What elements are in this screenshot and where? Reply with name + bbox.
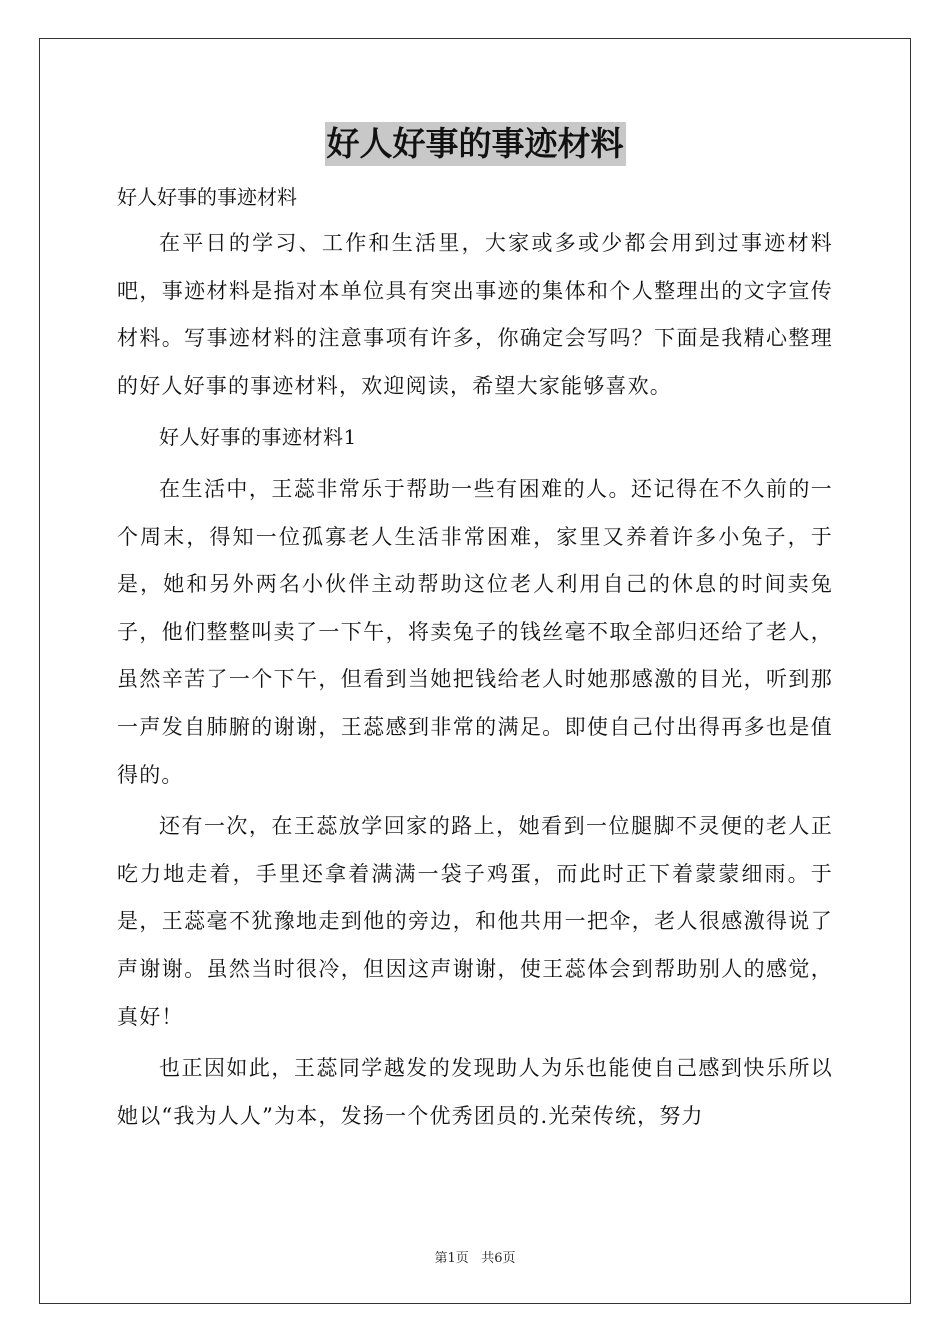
document-subtitle: 好人好事的事迹材料: [117, 185, 297, 209]
page-number: 第1页: [434, 1251, 469, 1266]
title-wrap: [117, 122, 833, 174]
document-title: 好人好事的事迹材料: [325, 122, 626, 166]
section-heading: 好人好事的事迹材料1: [159, 425, 357, 450]
document-body: [117, 122, 833, 1140]
intro-paragraph: 在平日的学习、工作和生活里，大家或多或少都会用到过事迹材料吧，事迹材料是指对本单位具有突出事迹的集体和个人整理出的文字宣传材料。写事迹材料的注意事项有许多，你确定会写吗？下面是我精心整理的好人好事的事迹材料，欢迎阅读，希望大家能够喜欢。: [117, 231, 833, 398]
section-paragraph-3: 也正因如此，王蕊同学越发的发现助人为乐也能使自己感到快乐所以她以“我为人人”为本，发扬一个优秀团员的.光荣传统，努力: [117, 1056, 833, 1128]
page-footer: [0, 1247, 950, 1266]
page-total: 共6页: [481, 1251, 516, 1266]
section-paragraph-2: 还有一次，在王蕊放学回家的路上，她看到一位腿脚不灵便的老人正吃力地走着，手里还拿着满满一袋子鸡蛋，而此时正下着蒙蒙细雨。于是，王蕊毫不犹豫地走到他的旁边，和他共用一把伞，老人很感激得说了声谢谢。虽然当时很冷，但因这声谢谢，使王蕊体会到帮助别人的感觉，真好！: [117, 814, 833, 1029]
section-paragraph-1: 在生活中，王蕊非常乐于帮助一些有困难的人。还记得在不久前的一个周末，得知一位孤寡老人生活非常困难，家里又养着许多小兔子，于是，她和另外两名小伙伴主动帮助这位老人利用自己的休息的时间卖兔子，他们整整叫卖了一下午，将卖兔子的钱丝毫不取全部归还给了老人，虽然辛苦了一个下午，但看到当她把钱给老人时她那感激的目光，听到那一声发自肺腑的谢谢，王蕊感到非常的满足。即使自己付出得再多也是值得的。: [117, 476, 833, 787]
